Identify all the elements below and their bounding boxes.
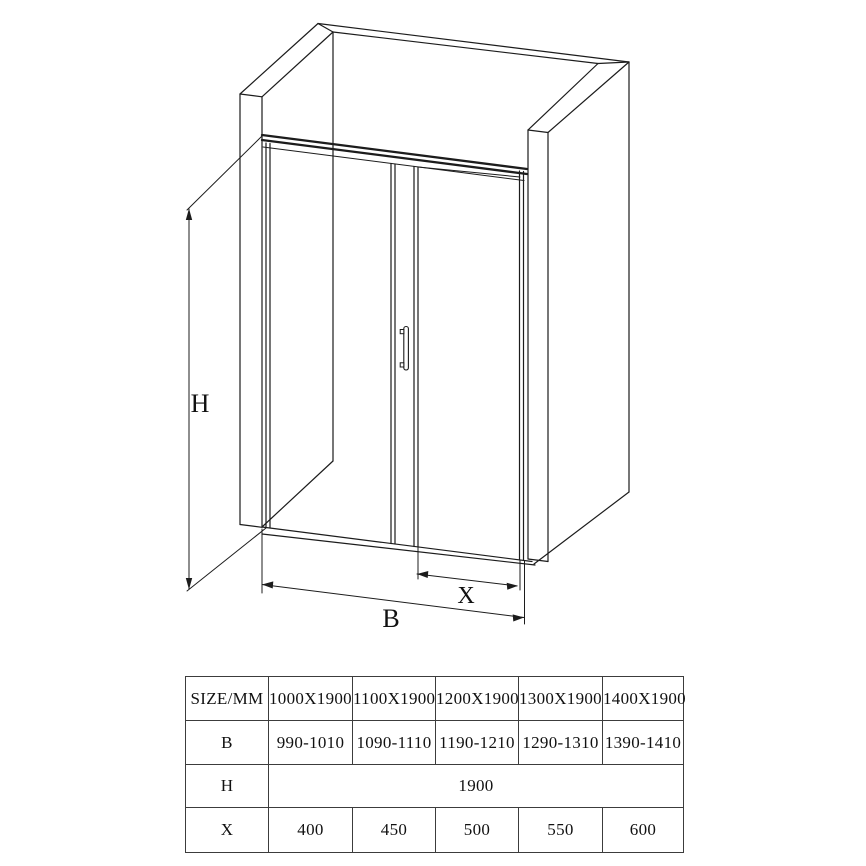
left-wall [240, 24, 333, 528]
b-arrow-right [513, 614, 524, 621]
table-row-x [186, 808, 684, 853]
table-row-size [186, 677, 684, 721]
b-arrow-left [262, 581, 273, 588]
x-arrow-right [507, 583, 518, 590]
table-cell: 600 [603, 808, 684, 853]
table-cell: B [186, 721, 269, 765]
x-dimension [417, 547, 520, 609]
table-cell: H [186, 765, 269, 808]
table-cell: 1390-1410 [603, 721, 684, 765]
bottom-sill [262, 527, 535, 565]
table-cell: 1000X1900 [269, 677, 353, 721]
table-cell: 1290-1310 [519, 721, 603, 765]
b-dimension-label: B [382, 604, 400, 633]
table-cell: SIZE/MM [186, 677, 269, 721]
table-cell: 1090-1110 [353, 721, 436, 765]
x-arrow-left [417, 571, 428, 578]
door-handle [400, 327, 408, 371]
h-dimension [186, 136, 266, 591]
h-dimension-label: H [190, 389, 210, 418]
b-dimension [262, 529, 525, 633]
table-cell: X [186, 808, 269, 853]
table-cell: 1400X1900 [603, 677, 684, 721]
table-cell: 1100X1900 [353, 677, 436, 721]
table-cell: 1190-1210 [436, 721, 519, 765]
table-cell: 550 [519, 808, 603, 853]
x-dimension-label: X [457, 583, 475, 609]
table-cell: 450 [353, 808, 436, 853]
table-cell: 500 [436, 808, 519, 853]
table-cell: 1300X1900 [519, 677, 603, 721]
table-row-h [186, 765, 684, 808]
table-cell: 400 [269, 808, 353, 853]
back-top-rim [318, 24, 629, 64]
table-cell: 1900 [269, 765, 684, 808]
size-table [185, 676, 686, 852]
table-cell: 1200X1900 [436, 677, 519, 721]
table-row-b [186, 721, 684, 765]
size-specification-table [185, 676, 684, 853]
table-cell: 990-1010 [269, 721, 353, 765]
right-wall [528, 62, 629, 564]
